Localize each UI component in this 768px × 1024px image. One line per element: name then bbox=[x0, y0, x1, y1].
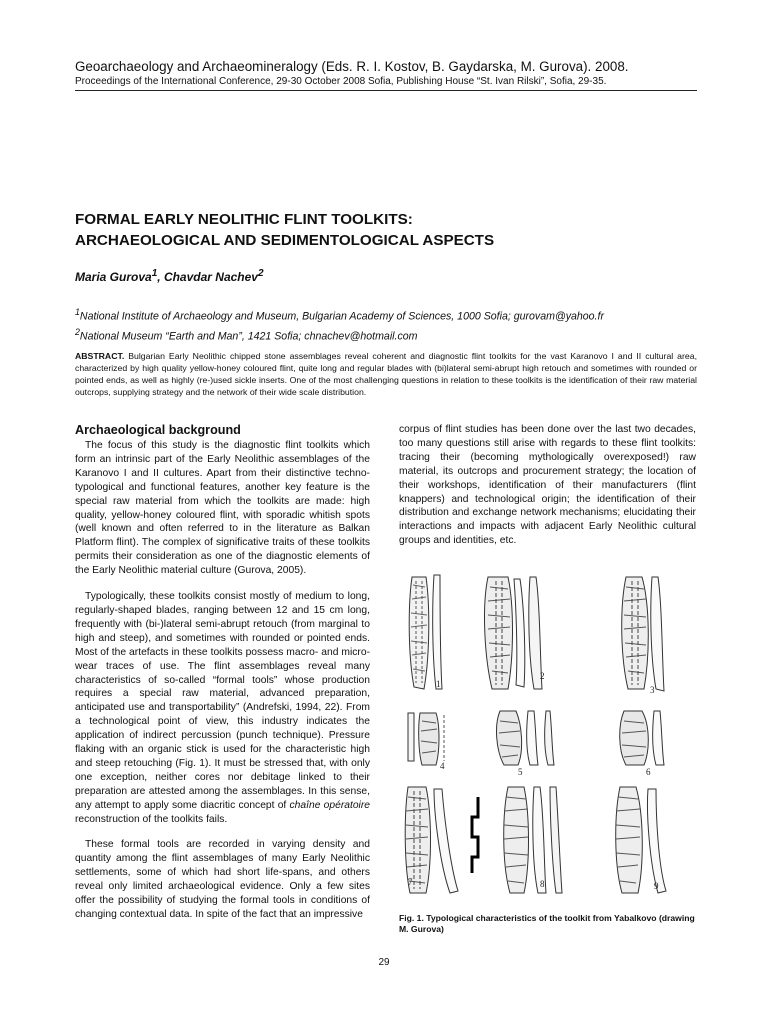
figure-number: 5 bbox=[518, 767, 523, 777]
author-separator: , bbox=[157, 270, 164, 284]
affiliations bbox=[75, 305, 604, 344]
artifact-4 bbox=[408, 713, 444, 765]
abstract-text: Bulgarian Early Neolithic chipped stone assemblages reveal coherent and diagnostic flint toolkits for the vast Karanovo I and II cultural area, characterized by high quality yellow-honey coloured flint, quite long and regular blades with (bi)lateral semi-abrupt high retouch and sometimes with rounded or pointed ends, as well as highly (re-)used sickle inserts. One of the most challenging questions in relation to these toolkits is the identification of their raw material outcrops, supplying strategy and the network of their wide scale distribution. bbox=[75, 351, 697, 397]
abstract-label: ABSTRACT. bbox=[75, 351, 125, 361]
artifact-9 bbox=[616, 787, 666, 893]
artifact-6 bbox=[620, 711, 664, 765]
section-heading: Archaeological background bbox=[75, 423, 241, 437]
scale-bar bbox=[472, 797, 478, 873]
affiliation-2-mark: 2 bbox=[75, 326, 80, 337]
left-column bbox=[75, 439, 370, 934]
paragraph: corpus of flint studies has been done over the last two decades, too many questions still arise with regards to these flint toolkits: tracing their (becoming mythologically overexposed!) raw material, its outcrops and procurement strategy; the location of their workshops, identification of their manufacturers (flint knappers) and technological origin; the identification of their distribution and exchange network mechanisms; elucidating their interactions and impacts with adjacent Early Neolithic cultural groups and identities, etc. bbox=[399, 424, 696, 547]
affiliation-2 bbox=[75, 325, 604, 345]
figure-number: 6 bbox=[646, 767, 651, 777]
paragraph: These formal tools are recorded in varying density and quantity among the flint assemblages of many Early Neolithic settlements, some of which had short life-spans, and others reveal only limited archaeological evidence. Only a few sites offer the possibility of studying the formal tools in conditions of changing contextual data. In spite of the fact that an impressive bbox=[75, 839, 370, 920]
author-list bbox=[75, 268, 264, 284]
right-column bbox=[399, 423, 696, 560]
emphasis-text: chaîne opératoire bbox=[289, 799, 371, 811]
abstract bbox=[75, 350, 697, 398]
figure-number: 3 bbox=[650, 685, 655, 695]
affiliation-2-text: National Museum “Earth and Man”, 1421 Sofia; chnachev@hotmail.com bbox=[79, 330, 418, 343]
title-line-2: ARCHAEOLOGICAL AND SEDIMENTOLOGICAL ASPECTS bbox=[75, 232, 495, 249]
figure-number: 2 bbox=[540, 671, 545, 681]
artifact-3 bbox=[622, 577, 664, 691]
paragraph bbox=[75, 590, 370, 826]
figure-number: 4 bbox=[440, 761, 445, 771]
artifact-8 bbox=[504, 787, 562, 893]
title-line-1: FORMAL EARLY NEOLITHIC FLINT TOOLKITS: bbox=[75, 211, 413, 228]
figure-caption: Fig. 1. Typological characteristics of the toolkit from Yabalkovo (drawing M. Gurova) bbox=[399, 913, 695, 934]
page-number: 29 bbox=[378, 957, 390, 968]
artifact-1 bbox=[409, 575, 442, 689]
running-header bbox=[75, 58, 697, 91]
artifact-7 bbox=[405, 787, 458, 893]
affiliation-1-text: National Institute of Archaeology and Museum, Bulgarian Academy of Sciences, 1000 Sofia; gurovam@yahoo.fr bbox=[79, 310, 604, 323]
figure-number: 7 bbox=[408, 877, 413, 887]
paragraph-text: reconstruction of the toolkits fails. bbox=[75, 813, 228, 825]
proceedings-citation: Proceedings of the International Conference, 29-30 October 2008 Sofia, Publishing House “St. Ivan Rilski”, Sofia, 29-35. bbox=[75, 76, 607, 87]
artifact-2 bbox=[485, 577, 542, 689]
figure-number: 9 bbox=[654, 881, 659, 891]
author-1: Maria Gurova bbox=[75, 270, 152, 284]
author-1-affiliation-mark: 1 bbox=[151, 268, 158, 279]
paragraph: The focus of this study is the diagnostic flint toolkits which form an intrinsic part of the Early Neolithic assemblages of the Karanovo I and II cultures. Apart from their distinctive techno-typological and functional features, another key feature is the special raw material from which the toolkits are made: high quality, yellow-honey coloured flint, with sporadic whitish spots (well known and often referred to in the literature as Balkan Platform flint). The complex of significative traits of these toolkits permits their consideration as one of the diagnostic elements of the Early Neolithic material culture (Gurova, 2005). bbox=[75, 440, 370, 577]
flint-artifacts-drawing bbox=[400, 565, 696, 905]
figure-number: 8 bbox=[540, 879, 545, 889]
affiliation-1-mark: 1 bbox=[75, 307, 80, 317]
paper-title bbox=[75, 209, 494, 251]
paragraph-text: Typologically, these toolkits consist mostly of medium to long, regularly-shaped blades, ranging between 12 and 15 cm long, frequently with (bi-)lateral semi-abrupt retouch (from marginal to high and steep), and sometimes with rounded or pointed ends. Most of the artefacts in these toolkits possess macro- and micro-wear traces of use. The flint assemblages reveal many characteristics of so-called “formal tools” whose production requires a special raw material, advanced preparation, anticipated use and transportability” (Andrefski, 1994, 22). From a technological point of view, this industry indicates the application of indirect percussion (punch technique). Pressure flaking with an organic stick is used for the characteristic high and steep retouching (Fig. 1). It must be stressed that, with only one exception, neither cores nor debitage linked to their preparation are attested among the assemblages. In this sense, any attempt to apply some diacritic concept of bbox=[75, 591, 370, 811]
figure-number: 1 bbox=[436, 679, 441, 689]
author-2: Chavdar Nachev bbox=[163, 270, 258, 284]
affiliation-1 bbox=[75, 305, 604, 325]
artifact-5 bbox=[497, 711, 554, 765]
figure-1-flint-drawings bbox=[400, 565, 696, 905]
author-2-affiliation-mark: 2 bbox=[257, 268, 264, 279]
journal-citation: Geoarchaeology and Archaeomineralogy (Eds. R. I. Kostov, B. Gaydarska, M. Gurova). 2008. bbox=[75, 59, 629, 74]
